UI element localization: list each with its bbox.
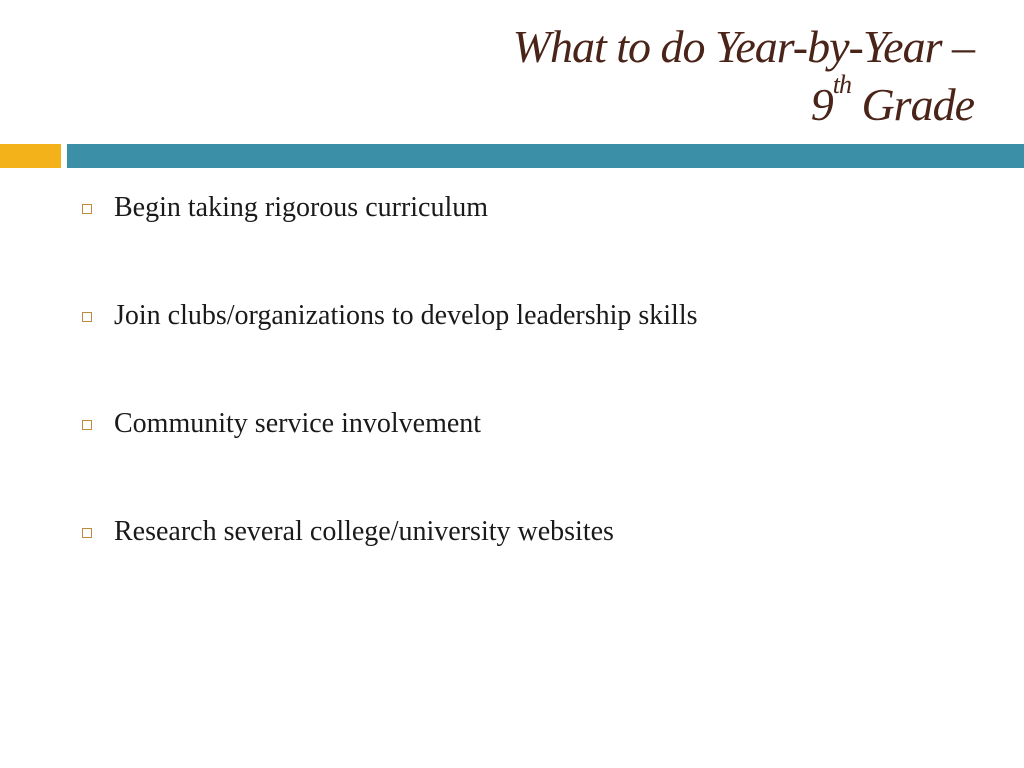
bullet-text: Join clubs/organizations to develop leadership skills [114,300,698,331]
bullet-text: Begin taking rigorous curriculum [114,192,489,223]
accent-bar [0,144,61,168]
slide-title [174,18,974,134]
bullet-text: Community service involvement [114,408,482,439]
bullet-item [82,186,982,230]
hollow-square-bullet-icon [82,204,92,214]
title-divider-bar [67,144,1024,168]
title-grade-number: 9 [810,79,833,130]
hollow-square-bullet-icon [82,528,92,538]
title-line-1: What to do Year-by-Year – [512,21,974,72]
bullet-text: Research several college/university websites [114,516,614,547]
bullet-item [82,510,982,554]
title-grade-label: Grade [850,79,974,130]
hollow-square-bullet-icon [82,312,92,322]
title-line-2 [174,70,974,134]
bullet-item [82,294,982,338]
bullet-item [82,402,982,446]
bullet-list [82,186,982,618]
hollow-square-bullet-icon [82,420,92,430]
title-grade-superscript: th [832,70,851,99]
